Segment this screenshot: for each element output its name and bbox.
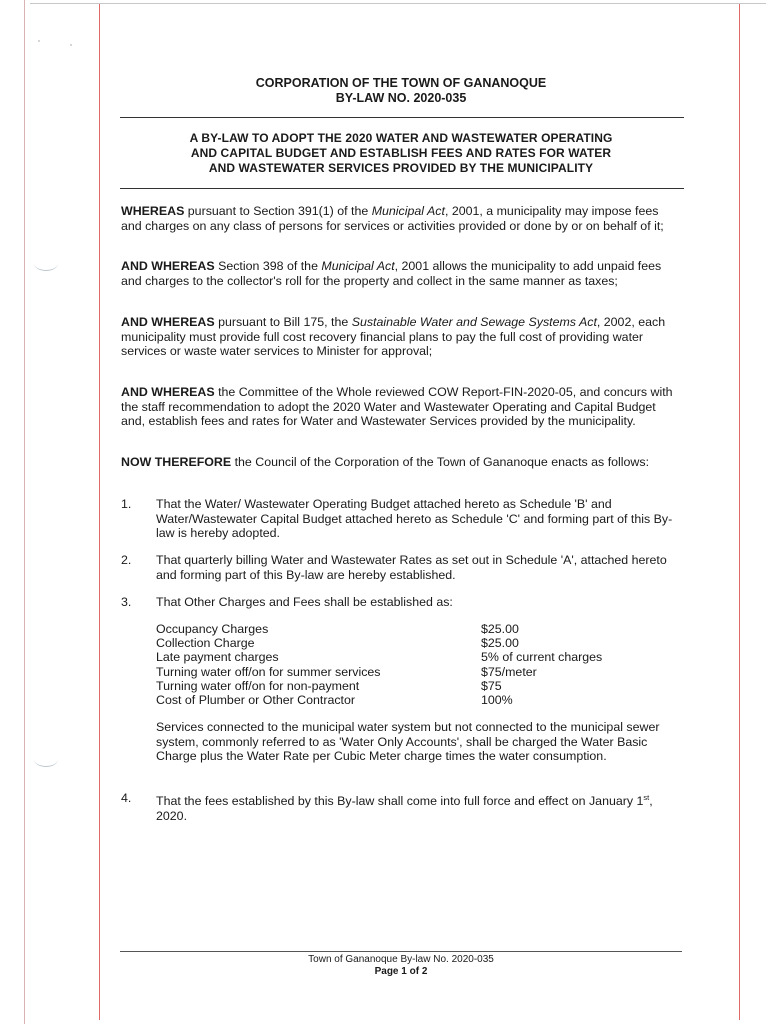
- fee-row: [156, 650, 656, 664]
- fee-value: $25.00: [481, 622, 519, 636]
- enacting-clause: NOW THEREFORE the Council of the Corporation of the Town of Gananoque enacts as follows:: [121, 455, 650, 469]
- fee-label: Occupancy Charges: [156, 622, 269, 636]
- clause-number: 3.: [121, 595, 132, 609]
- bylaw-subtitle-line-2: AND CAPITAL BUDGET AND ESTABLISH FEES AND RATES FOR WATER: [190, 146, 612, 160]
- clause-text: That the Water/ Wastewater Operating Budget attached hereto as Schedule 'B' and Water/Wastewater Capital Budget attached hereto as Schedule 'C' and forming part of this By-law is hereby adopted.: [156, 497, 673, 541]
- fee-value: 100%: [481, 692, 513, 707]
- recital-1: WHEREAS pursuant to Section 391(1) of the Municipal Act, 2001, a municipality may impose fees and charges on any class of persons for services or activities provided or done by or on behalf of it;: [121, 204, 664, 233]
- recital-4: AND WHEREAS the Committee of the Whole reviewed COW Report-FIN-2020-05, and concurs with the staff recommendation to adopt the 2020 Water and Wastewater Operating and Capital Budget and, establish fees and rates for Water and Wastewater Services provided by the municipality.: [121, 385, 673, 429]
- left-margin-line: [99, 4, 100, 1020]
- clause-number: 2.: [121, 553, 132, 567]
- water-only-accounts-note: [156, 720, 681, 764]
- punch-hole-mark: [34, 256, 58, 271]
- fee-label: Late payment charges: [156, 650, 279, 665]
- footer-divider: [120, 951, 682, 952]
- fee-label: Cost of Plumber or Other Contractor: [156, 692, 356, 707]
- clause-number: 1.: [121, 497, 132, 511]
- fee-row: [156, 622, 656, 636]
- subtitle-divider: [120, 188, 684, 189]
- clause-text: That Other Charges and Fees shall be established as:: [156, 595, 453, 609]
- fee-value: 5% of current charges: [481, 650, 603, 665]
- fee-label: Collection Charge: [156, 636, 255, 651]
- note-text: Services connected to the municipal water system but not connected to the municipal sewer system, commonly referred to as 'Water Only Accounts', shall be charged the Water Basic Charge plus the Water Rate per Cubic Meter charge times the water consumption.: [156, 720, 660, 764]
- fee-label: Turning water off/on for non-payment: [156, 678, 360, 693]
- recital-2: AND WHEREAS Section 398 of the Municipal Act, 2001 allows the municipality to add unpaid fees and charges to the collector's roll for the property and collect in the same manner as taxes;: [121, 259, 662, 288]
- clause-number: 4.: [121, 791, 132, 805]
- fee-row: [156, 636, 656, 650]
- fees-table: [156, 622, 656, 707]
- clause-text: That the fees established by this By-law shall come into full force and effect on January 1st, 2020.: [156, 793, 653, 823]
- scan-speck: [70, 44, 72, 46]
- fee-label: Turning water off/on for summer services: [156, 664, 381, 679]
- punch-hole-mark: [34, 752, 58, 767]
- recital-3: AND WHEREAS pursuant to Bill 175, the Sustainable Water and Sewage Systems Act, 2002, each municipality must provide full cost recovery financial plans to pay the full cost of providing water services or waste water services to Minister for approval;: [121, 315, 666, 359]
- fee-row: [156, 679, 656, 693]
- right-margin-line: [739, 4, 740, 1020]
- bylaw-number: BY-LAW NO. 2020-035: [335, 91, 467, 105]
- page-top-edge: [30, 3, 766, 4]
- fee-value: $25.00: [481, 636, 519, 651]
- clause-text: That quarterly billing Water and Wastewater Rates as set out in Schedule 'A', attached hereto and forming part of this By-law are hereby established.: [156, 553, 667, 582]
- corporation-title: CORPORATION OF THE TOWN OF GANANOQUE: [255, 76, 547, 90]
- fee-value: $75: [481, 678, 502, 693]
- footer-bylaw-ref: Town of Gananoque By-law No. 2020-035: [308, 954, 494, 965]
- bylaw-subtitle-line-3: AND WASTEWATER SERVICES PROVIDED BY THE MUNICIPALITY: [208, 161, 594, 175]
- bylaw-subtitle-line-1: A BY-LAW TO ADOPT THE 2020 WATER AND WASTEWATER OPERATING: [189, 131, 613, 145]
- fee-value: $75/meter: [481, 664, 537, 679]
- header-divider: [120, 117, 684, 118]
- page-left-edge: [24, 0, 25, 1024]
- page-number: Page 1 of 2: [374, 966, 428, 977]
- fee-row: [156, 693, 656, 707]
- fee-row: [156, 665, 656, 679]
- scan-speck: [38, 40, 40, 42]
